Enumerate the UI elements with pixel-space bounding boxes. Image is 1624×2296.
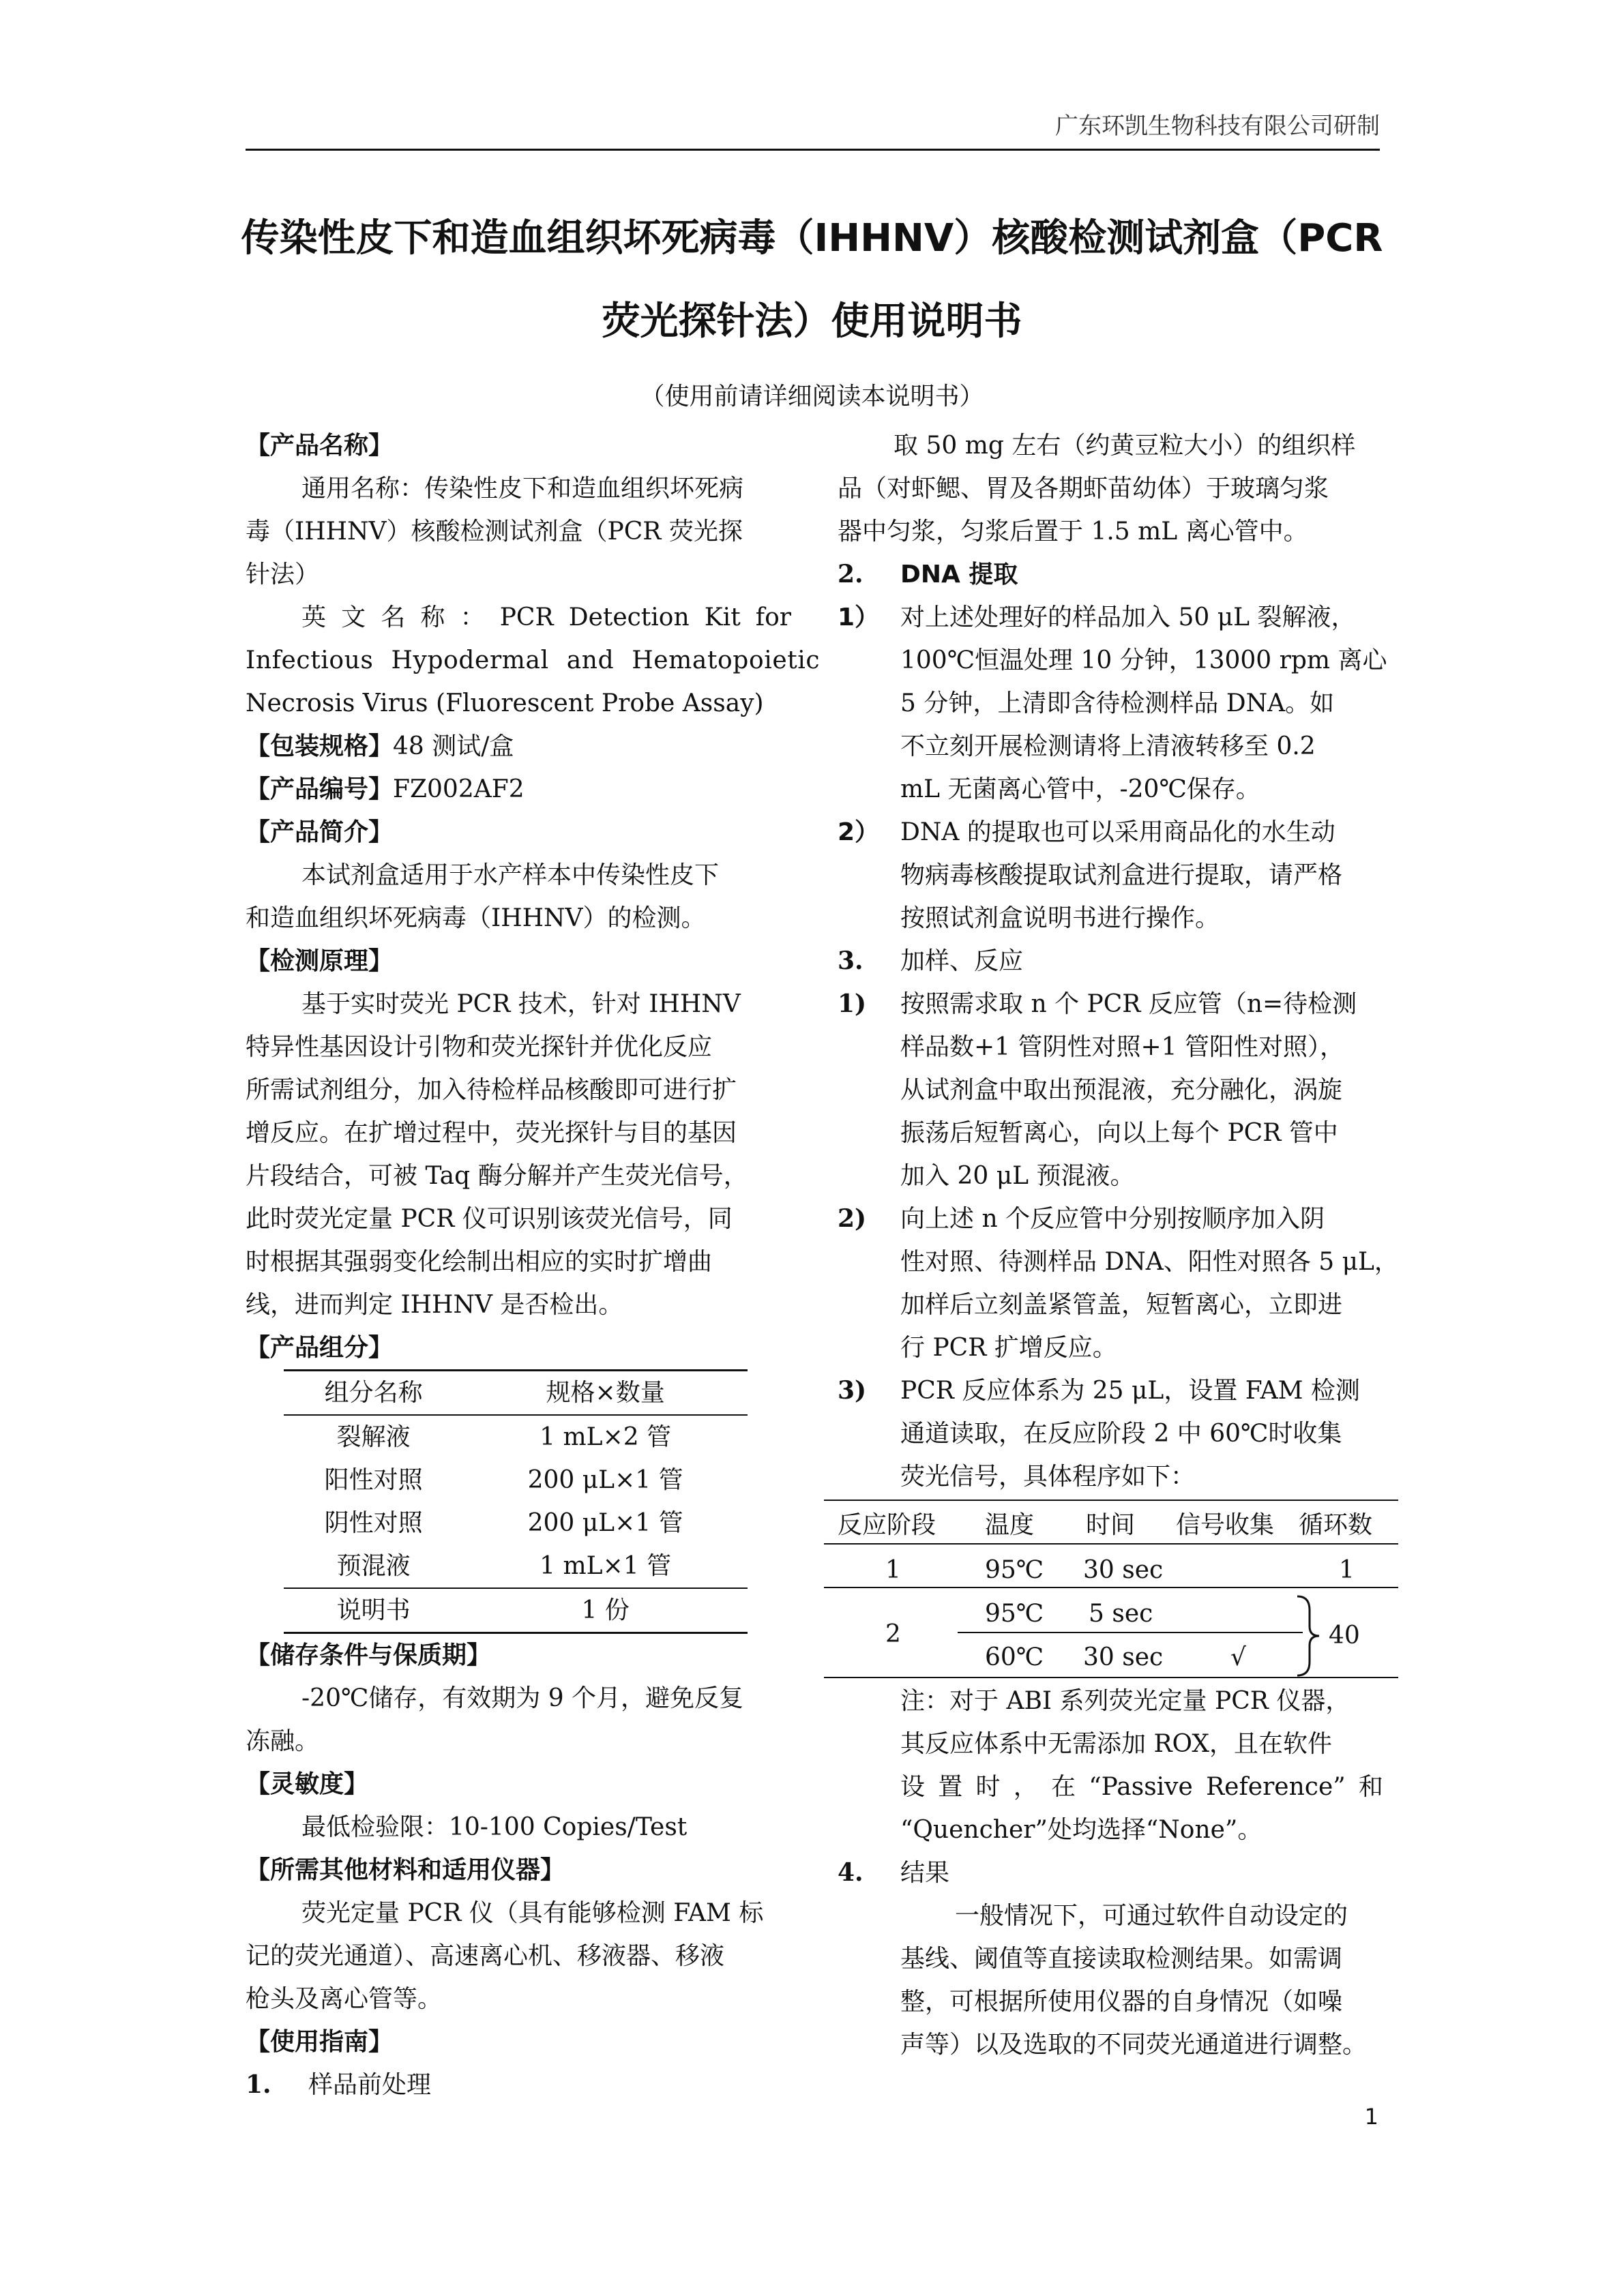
spread-word: 和 bbox=[1358, 1773, 1383, 1801]
stage1-cycles: 1 bbox=[1339, 1556, 1355, 1584]
materials-line: 荧光定量 PCR 仪（具有能够检测 FAM 标 bbox=[301, 1899, 764, 1927]
substep-2-2 bbox=[838, 811, 1383, 940]
step-number: 3. bbox=[838, 946, 863, 975]
step-title: 结果 bbox=[900, 1859, 950, 1887]
component-spec: 1 mL×1 管 bbox=[540, 1552, 672, 1580]
step-3-heading bbox=[838, 940, 1383, 983]
table-rule-bottom bbox=[824, 1677, 1398, 1678]
package-value: 48 测试/盒 bbox=[393, 732, 514, 760]
principle-line: 片段结合，可被 Taq 酶分解并产生荧光信号， bbox=[246, 1162, 748, 1190]
component-spec: 200 μL×1 管 bbox=[527, 1466, 683, 1494]
principle-line: 特异性基因设计引物和荧光探针并优化反应 bbox=[246, 1033, 713, 1061]
substep-number: 2) bbox=[838, 1204, 867, 1233]
spread-word: 置 bbox=[938, 1773, 963, 1801]
step-number: 4. bbox=[838, 1858, 863, 1887]
component-spec: 1 份 bbox=[581, 1596, 630, 1624]
principle-line: 此时荧光定量 PCR 仪可识别该荧光信号，同 bbox=[246, 1205, 733, 1233]
substep-line: 通道读取，在反应阶段 2 中 60℃时收集 bbox=[900, 1420, 1342, 1448]
substep-line: 从试剂盒中取出预混液，充分融化，涡旋 bbox=[900, 1076, 1343, 1104]
english-name-line: Infectious Hypodermal and Hematopoietic bbox=[246, 646, 821, 674]
program-header-cycles: 循环数 bbox=[1299, 1511, 1373, 1539]
english-name-line: Necrosis Virus (Fluorescent Probe Assay) bbox=[246, 689, 764, 717]
substep-line: DNA 的提取也可以采用商品化的水生动 bbox=[900, 818, 1335, 846]
note-line: 其反应体系中无需添加 ROX，且在软件 bbox=[900, 1730, 1333, 1758]
component-name: 裂解液 bbox=[336, 1423, 411, 1451]
section-heading-materials: 【所需其他材料和适用仪器】 bbox=[246, 1856, 565, 1884]
substep-3-1 bbox=[838, 983, 1383, 1197]
substep-line: 振荡后短暂离心，向以上每个 PCR 管中 bbox=[900, 1119, 1338, 1147]
step-title: 加样、反应 bbox=[900, 947, 1024, 975]
substep-number: 1） bbox=[838, 603, 880, 631]
spread-word: ， bbox=[1013, 1773, 1038, 1801]
result-line: 整，可根据所使用仪器的自身情况（如噪 bbox=[900, 1988, 1343, 2016]
storage-line: -20℃储存，有效期为 9 个月，避免反复 bbox=[301, 1684, 744, 1712]
section-heading-code: 【产品编号】 bbox=[246, 775, 394, 803]
table-rule-stage2-inner bbox=[958, 1632, 1303, 1633]
generic-name-line: 通用名称：传染性皮下和造血组织坏死病 bbox=[301, 475, 744, 503]
substep-line: 100℃恒温处理 10 分钟，13000 rpm 离心 bbox=[900, 646, 1387, 674]
substep-line: 荧光信号，具体程序如下： bbox=[900, 1463, 1196, 1491]
stage2-temp-a: 95℃ bbox=[985, 1600, 1044, 1628]
result-line: 基线、阈值等直接读取检测结果。如需调 bbox=[900, 1945, 1343, 1973]
section-heading-sensitivity: 【灵敏度】 bbox=[246, 1770, 369, 1798]
stage2-time-a: 5 sec bbox=[1089, 1600, 1153, 1628]
step-title: DNA 提取 bbox=[900, 561, 1018, 588]
principle-line: 时根据其强弱变化绘制出相应的实时扩增曲 bbox=[246, 1248, 713, 1276]
storage-line: 冻融。 bbox=[246, 1727, 320, 1755]
spread-word: ： bbox=[460, 603, 485, 631]
spread-word: 名 bbox=[381, 603, 406, 631]
table-rule-stage1 bbox=[824, 1587, 1398, 1588]
section-heading-principle: 【检测原理】 bbox=[246, 947, 394, 975]
substep-3-2 bbox=[838, 1197, 1399, 1369]
pretreat-line: 取 50 mg 左右（约黄豆粒大小）的组织样 bbox=[894, 432, 1356, 460]
spread-word: Kit bbox=[704, 603, 741, 631]
substep-2-1 bbox=[838, 596, 1387, 811]
table-row bbox=[284, 1415, 748, 1459]
step-4-heading bbox=[838, 1851, 1383, 1894]
components-header-row bbox=[284, 1371, 748, 1416]
note-line: “Quencher”处均选择“None”。 bbox=[900, 1816, 1263, 1844]
left-column bbox=[246, 424, 821, 2106]
materials-line: 枪头及离心管等。 bbox=[246, 1985, 443, 2013]
substep-line: 加样后立刻盖紧管盖，短暂离心，立即进 bbox=[900, 1291, 1343, 1319]
generic-name-line: 毒（IHHNV）核酸检测试剂盒（PCR 荧光探 bbox=[246, 518, 743, 546]
materials-line: 记的荧光通道）、高速离心机、移液器、移液 bbox=[246, 1942, 725, 1970]
stage2-stage: 2 bbox=[885, 1620, 901, 1648]
substep-line: 物病毒核酸提取试剂盒进行提取，请严格 bbox=[900, 861, 1343, 889]
table-rule-header bbox=[824, 1543, 1398, 1545]
step-1-heading bbox=[246, 2063, 791, 2106]
spread-word: for bbox=[755, 603, 791, 631]
stage1-stage: 1 bbox=[885, 1556, 901, 1584]
page-number: 1 bbox=[1364, 2104, 1378, 2130]
pcr-program-table bbox=[824, 1498, 1398, 1680]
stage1-time: 30 sec bbox=[1083, 1556, 1164, 1584]
intro-line: 和造血组织坏死病毒（IHHNV）的检测。 bbox=[246, 904, 706, 932]
spread-word: 文 bbox=[341, 603, 366, 631]
component-name: 阴性对照 bbox=[324, 1509, 423, 1537]
table-rule-top bbox=[824, 1500, 1398, 1501]
substep-line: 按照试剂盒说明书进行操作。 bbox=[900, 904, 1220, 932]
stage2-time-b: 30 sec bbox=[1083, 1643, 1164, 1671]
spread-word: Reference” bbox=[1206, 1773, 1346, 1801]
table-row bbox=[284, 1588, 748, 1633]
substep-line: PCR 反应体系为 25 μL，设置 FAM 检测 bbox=[900, 1377, 1360, 1405]
stage2-collect: √ bbox=[1230, 1643, 1246, 1671]
step-number: 2. bbox=[838, 560, 863, 588]
components-header-spec: 规格×数量 bbox=[546, 1379, 665, 1407]
sensitivity-line: 最低检验限：10-100 Copies/Test bbox=[301, 1813, 688, 1841]
step-title: 样品前处理 bbox=[308, 2071, 432, 2099]
result-line: 声等）以及选取的不同荧光通道进行调整。 bbox=[900, 2031, 1368, 2059]
components-header-name: 组分名称 bbox=[324, 1379, 423, 1407]
component-name: 阳性对照 bbox=[324, 1466, 423, 1494]
component-spec: 200 μL×1 管 bbox=[527, 1509, 683, 1537]
code-value: FZ002AF2 bbox=[393, 775, 525, 803]
substep-number: 2） bbox=[838, 818, 880, 846]
spread-word: Detection bbox=[568, 603, 690, 631]
substep-line: 对上述处理好的样品加入 50 μL 裂解液， bbox=[900, 603, 1356, 631]
right-brace-icon bbox=[1295, 1594, 1322, 1678]
principle-line: 所需试剂组分，加入待检样品核酸即可进行扩 bbox=[246, 1076, 737, 1104]
program-header-collect: 信号收集 bbox=[1176, 1511, 1275, 1539]
stage2-cycles: 40 bbox=[1329, 1622, 1360, 1650]
table-row bbox=[284, 1545, 748, 1588]
intro-line: 本试剂盒适用于水产样本中传染性皮下 bbox=[301, 861, 720, 889]
note-line-spread bbox=[900, 1765, 1383, 1808]
spread-word: 在 bbox=[1051, 1773, 1076, 1801]
component-spec: 1 mL×2 管 bbox=[540, 1423, 672, 1451]
components-table bbox=[284, 1369, 748, 1634]
step-number: 1. bbox=[246, 2070, 271, 2099]
section-heading-package: 【包装规格】 bbox=[246, 732, 394, 760]
header-organization: 广东环凯生物科技有限公司研制 bbox=[1055, 113, 1380, 140]
substep-line: mL 无菌离心管中，-20℃保存。 bbox=[900, 775, 1260, 803]
step-2-heading bbox=[838, 553, 1383, 596]
substep-number: 1) bbox=[838, 989, 867, 1018]
substep-line: 性对照、待测样品 DNA、阳性对照各 5 μL， bbox=[900, 1248, 1399, 1276]
substep-line: 向上述 n 个反应管中分别按顺序加入阴 bbox=[900, 1205, 1325, 1233]
substep-number: 3) bbox=[838, 1376, 867, 1405]
stage1-temp: 95℃ bbox=[985, 1556, 1044, 1584]
stage2-temp-b: 60℃ bbox=[985, 1643, 1044, 1671]
substep-line: 样品数+1 管阴性对照+1 管阳性对照）， bbox=[900, 1033, 1345, 1061]
principle-line: 增反应。在扩增过程中，荧光探针与目的基因 bbox=[246, 1119, 737, 1147]
substep-3-3 bbox=[838, 1369, 1383, 1498]
spread-word: “Passive bbox=[1089, 1773, 1193, 1801]
english-name-label-line bbox=[246, 596, 791, 639]
substep-line: 加入 20 μL 预混液。 bbox=[900, 1162, 1135, 1190]
principle-line: 基于实时荧光 PCR 技术，针对 IHHNV bbox=[301, 990, 741, 1018]
pretreat-line: 器中匀浆，匀浆后置于 1.5 mL 离心管中。 bbox=[838, 518, 1308, 546]
page-header bbox=[246, 109, 1380, 151]
program-header-temp: 温度 bbox=[985, 1511, 1035, 1539]
note-block bbox=[838, 1680, 1383, 1851]
substep-line: 按照需求取 n 个 PCR 反应管（n=待检测 bbox=[900, 990, 1357, 1018]
note-line: 注：对于 ABI 系列荧光定量 PCR 仪器， bbox=[900, 1687, 1350, 1715]
table-row bbox=[284, 1502, 748, 1545]
spread-word: PCR bbox=[499, 603, 554, 631]
table-row bbox=[284, 1459, 748, 1502]
program-header-time: 时间 bbox=[1086, 1511, 1136, 1539]
principle-line: 线，进而判定 IHHNV 是否检出。 bbox=[246, 1291, 623, 1319]
component-name: 预混液 bbox=[336, 1552, 411, 1580]
document-title-line2: 荧光探针法）使用说明书 bbox=[602, 299, 1022, 344]
result-line: 一般情况下，可通过软件自动设定的 bbox=[955, 1902, 1348, 1930]
component-name: 说明书 bbox=[336, 1596, 411, 1624]
result-block bbox=[838, 1894, 1383, 2066]
substep-line: 行 PCR 扩增反应。 bbox=[900, 1334, 1117, 1362]
spread-word: 时 bbox=[975, 1773, 1001, 1801]
right-column bbox=[838, 424, 1399, 2066]
generic-name-line: 针法） bbox=[246, 561, 320, 588]
section-heading-storage: 【储存条件与保质期】 bbox=[246, 1641, 492, 1669]
spread-word: 英 bbox=[301, 603, 327, 631]
substep-line: 不立刻开展检测请将上清液转移至 0.2 bbox=[900, 732, 1316, 760]
section-heading-intro: 【产品简介】 bbox=[246, 818, 394, 846]
pretreat-line: 品（对虾鳃、胃及各期虾苗幼体）于玻璃匀浆 bbox=[838, 475, 1329, 503]
section-heading-components: 【产品组分】 bbox=[246, 1334, 394, 1362]
section-heading-product-name: 【产品名称】 bbox=[246, 432, 394, 460]
document-subtitle: （使用前请详细阅读本说明书） bbox=[640, 383, 984, 411]
program-header-stage: 反应阶段 bbox=[838, 1511, 936, 1539]
spread-word: 称 bbox=[420, 603, 445, 631]
substep-line: 5 分钟，上清即含待检测样品 DNA。如 bbox=[900, 689, 1335, 717]
spread-word: 设 bbox=[900, 1773, 926, 1801]
document-title-line1: 传染性皮下和造血组织坏死病毒（IHHNV）核酸检测试剂盒（PCR bbox=[241, 216, 1383, 260]
section-heading-guide: 【使用指南】 bbox=[246, 2028, 394, 2056]
